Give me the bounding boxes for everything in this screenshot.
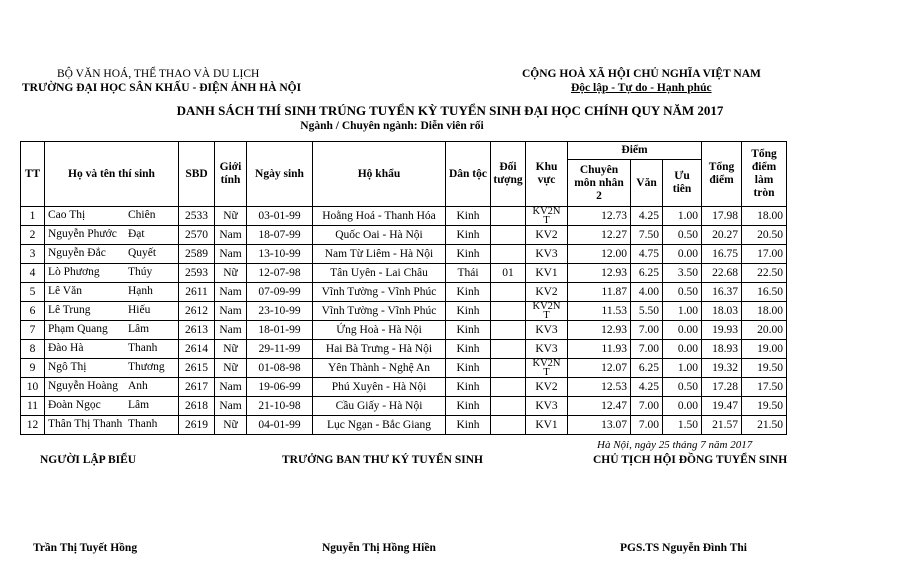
secretary-role: TRƯỞNG BAN THƯ KÝ TUYỂN SINH: [282, 454, 483, 466]
student-name-cell: [45, 245, 179, 264]
registration-number-cell: 2618: [179, 397, 215, 416]
priority-object-cell: 01: [491, 264, 526, 283]
region-cell: KV2: [526, 378, 568, 397]
total-score-cell: 17.28: [702, 378, 742, 397]
student-name-cell: [45, 378, 179, 397]
table-row: [21, 378, 787, 397]
registration-number-cell: 2611: [179, 283, 215, 302]
header-name: Họ và tên thí sinh: [45, 142, 179, 207]
priority-object-cell: [491, 283, 526, 302]
row-number-cell: 5: [21, 283, 45, 302]
major-score-cell: 11.93: [568, 340, 631, 359]
region-cell: KV1: [526, 416, 568, 435]
gender-cell: Nữ: [215, 359, 247, 378]
residence-cell: Yên Thành - Nghệ An: [313, 359, 446, 378]
table-row: [21, 359, 787, 378]
row-number-cell: 6: [21, 302, 45, 321]
table-row: [21, 207, 787, 226]
total-score-cell: 19.32: [702, 359, 742, 378]
student-family-name: Đào Hà: [48, 342, 84, 354]
student-family-name: Lê Trung: [48, 304, 91, 316]
priority-score-cell: 0.00: [663, 340, 702, 359]
registration-number-cell: 2613: [179, 321, 215, 340]
ethnicity-cell: Kinh: [446, 416, 491, 435]
row-number-cell: 2: [21, 226, 45, 245]
region-cell: KV3: [526, 340, 568, 359]
major-score-cell: 12.07: [568, 359, 631, 378]
literature-score-cell: 4.75: [631, 245, 663, 264]
priority-score-cell: 0.50: [663, 378, 702, 397]
total-score-cell: 22.68: [702, 264, 742, 283]
header-region: Khu vực: [526, 142, 568, 207]
student-family-name: Phạm Quang: [48, 323, 108, 335]
student-given-name: Đạt: [128, 228, 145, 240]
literature-score-cell: 7.00: [631, 397, 663, 416]
student-family-name: Đoàn Ngọc: [48, 399, 101, 411]
table-row: [21, 321, 787, 340]
gender-cell: Nam: [215, 397, 247, 416]
student-given-name: Hạnh: [128, 285, 153, 297]
row-number-cell: 9: [21, 359, 45, 378]
date-of-birth-cell: 07-09-99: [247, 283, 313, 302]
major-score-cell: 12.00: [568, 245, 631, 264]
student-family-name: Nguyễn Hoàng: [48, 380, 118, 392]
priority-score-cell: 3.50: [663, 264, 702, 283]
student-given-name: Hiếu: [128, 304, 151, 316]
student-given-name: Lâm: [128, 399, 150, 411]
table-row: [21, 264, 787, 283]
residence-cell: Cầu Giấy - Hà Nội: [313, 397, 446, 416]
region-cell: KV2: [526, 283, 568, 302]
priority-object-cell: [491, 340, 526, 359]
date-of-birth-cell: 21-10-98: [247, 397, 313, 416]
student-given-name: Chiên: [128, 209, 156, 221]
major-score-cell: 12.73: [568, 207, 631, 226]
literature-score-cell: 7.00: [631, 340, 663, 359]
rounded-total-cell: 18.00: [742, 207, 787, 226]
ethnicity-cell: Kinh: [446, 302, 491, 321]
date-of-birth-cell: 01-08-98: [247, 359, 313, 378]
priority-score-cell: 0.00: [663, 397, 702, 416]
total-score-cell: 21.57: [702, 416, 742, 435]
table-row: [21, 416, 787, 435]
literature-score-cell: 7.00: [631, 416, 663, 435]
gender-cell: Nam: [215, 283, 247, 302]
table-row: [21, 340, 787, 359]
literature-score-cell: 7.50: [631, 226, 663, 245]
priority-score-cell: 1.00: [663, 359, 702, 378]
gender-cell: Nam: [215, 302, 247, 321]
student-name-cell: [45, 264, 179, 283]
gender-cell: Nam: [215, 378, 247, 397]
rounded-total-cell: 19.50: [742, 359, 787, 378]
major-score-cell: 12.47: [568, 397, 631, 416]
date-of-birth-cell: 03-01-99: [247, 207, 313, 226]
gender-cell: Nữ: [215, 264, 247, 283]
registration-number-cell: 2533: [179, 207, 215, 226]
rounded-total-cell: 19.50: [742, 397, 787, 416]
chairman-name: PGS.TS Nguyễn Đình Thi: [620, 542, 747, 554]
date-of-birth-cell: 12-07-98: [247, 264, 313, 283]
gender-cell: Nữ: [215, 207, 247, 226]
ethnicity-cell: Kinh: [446, 359, 491, 378]
table-row: [21, 283, 787, 302]
residence-cell: Vĩnh Tường - Vĩnh Phúc: [313, 283, 446, 302]
major-score-cell: 12.53: [568, 378, 631, 397]
student-given-name: Thương: [128, 361, 165, 373]
literature-score-cell: 4.25: [631, 207, 663, 226]
ethnicity-cell: Kinh: [446, 245, 491, 264]
rounded-total-cell: 22.50: [742, 264, 787, 283]
date-of-birth-cell: 23-10-99: [247, 302, 313, 321]
student-family-name: Cao Thị: [48, 209, 86, 221]
row-number-cell: 8: [21, 340, 45, 359]
rounded-total-cell: 20.50: [742, 226, 787, 245]
gender-cell: Nam: [215, 226, 247, 245]
total-score-cell: 20.27: [702, 226, 742, 245]
priority-score-cell: 0.00: [663, 321, 702, 340]
date-of-birth-cell: 04-01-99: [247, 416, 313, 435]
student-family-name: Lê Văn: [48, 285, 82, 297]
registration-number-cell: 2615: [179, 359, 215, 378]
header-object: Đối tượng: [491, 142, 526, 207]
rounded-total-cell: 19.00: [742, 340, 787, 359]
residence-cell: Tân Uyên - Lai Châu: [313, 264, 446, 283]
residence-cell: Phú Xuyên - Hà Nội: [313, 378, 446, 397]
registration-number-cell: 2617: [179, 378, 215, 397]
student-name-cell: [45, 416, 179, 435]
table-row: [21, 245, 787, 264]
row-number-cell: 12: [21, 416, 45, 435]
student-given-name: Thanh: [128, 342, 158, 354]
registration-number-cell: 2570: [179, 226, 215, 245]
ethnicity-cell: Thái: [446, 264, 491, 283]
priority-object-cell: [491, 245, 526, 264]
student-name-cell: [45, 359, 179, 378]
row-number-cell: 10: [21, 378, 45, 397]
header-residence: Hộ khẩu: [313, 142, 446, 207]
header-major-score: Chuyên môn nhân 2: [568, 160, 631, 207]
residence-cell: Ứng Hoà - Hà Nội: [313, 321, 446, 340]
header-gender: Giới tính: [215, 142, 247, 207]
rounded-total-cell: 21.50: [742, 416, 787, 435]
registration-number-cell: 2614: [179, 340, 215, 359]
header-priority: Ưu tiên: [663, 160, 702, 207]
region-cell: KV2N T: [526, 207, 568, 226]
priority-object-cell: [491, 397, 526, 416]
ethnicity-cell: Kinh: [446, 397, 491, 416]
region-cell: KV2: [526, 226, 568, 245]
residence-cell: Lục Ngạn - Bắc Giang: [313, 416, 446, 435]
student-name-cell: [45, 302, 179, 321]
priority-score-cell: 1.00: [663, 302, 702, 321]
priority-object-cell: [491, 207, 526, 226]
date-of-birth-cell: 13-10-99: [247, 245, 313, 264]
table-row: [21, 302, 787, 321]
row-number-cell: 3: [21, 245, 45, 264]
residence-cell: Hai Bà Trưng - Hà Nội: [313, 340, 446, 359]
literature-score-cell: 4.25: [631, 378, 663, 397]
priority-object-cell: [491, 378, 526, 397]
student-name-cell: [45, 340, 179, 359]
document-subtitle: Ngành / Chuyên ngành: Diễn viên rối: [300, 120, 484, 132]
table-row: [21, 226, 787, 245]
chairman-role: CHỦ TỊCH HỘI ĐỒNG TUYỂN SINH: [593, 454, 788, 466]
student-name-cell: [45, 283, 179, 302]
student-given-name: Lâm: [128, 323, 150, 335]
header-sbd: SBD: [179, 142, 215, 207]
major-score-cell: 12.93: [568, 264, 631, 283]
document-title: DANH SÁCH THÍ SINH TRÚNG TUYỂN KỲ TUYỂN SINH ĐẠI HỌC CHÍNH QUY NĂM 2017: [176, 103, 724, 118]
residence-cell: Nam Từ Liêm - Hà Nội: [313, 245, 446, 264]
national-motto: Độc lập - Tự do - Hạnh phúc: [571, 82, 712, 94]
row-number-cell: 7: [21, 321, 45, 340]
total-score-cell: 16.75: [702, 245, 742, 264]
header-literature: Văn: [631, 160, 663, 207]
total-score-cell: 16.37: [702, 283, 742, 302]
major-score-cell: 11.53: [568, 302, 631, 321]
header-dob: Ngày sinh: [247, 142, 313, 207]
gender-cell: Nữ: [215, 340, 247, 359]
major-score-cell: 13.07: [568, 416, 631, 435]
priority-score-cell: 0.00: [663, 245, 702, 264]
region-cell: KV3: [526, 245, 568, 264]
ethnicity-cell: Kinh: [446, 207, 491, 226]
date-of-birth-cell: 29-11-99: [247, 340, 313, 359]
priority-object-cell: [491, 359, 526, 378]
student-given-name: Quyết: [128, 247, 157, 259]
residence-cell: Hoằng Hoá - Thanh Hóa: [313, 207, 446, 226]
literature-score-cell: 6.25: [631, 264, 663, 283]
admissions-table: [20, 141, 787, 435]
date-line: Hà Nội, ngày 25 tháng 7 năm 2017: [597, 439, 753, 451]
gender-cell: Nữ: [215, 416, 247, 435]
major-score-cell: 12.93: [568, 321, 631, 340]
rounded-total-cell: 16.50: [742, 283, 787, 302]
student-name-cell: [45, 226, 179, 245]
region-cell: KV3: [526, 321, 568, 340]
ministry-name: BỘ VĂN HOÁ, THỂ THAO VÀ DU LỊCH: [57, 68, 260, 80]
literature-score-cell: 6.25: [631, 359, 663, 378]
republic-name: CỘNG HOÀ XÃ HỘI CHỦ NGHĨA VIỆT NAM: [522, 68, 761, 80]
student-given-name: Thanh: [128, 418, 158, 430]
student-family-name: Nguyễn Đắc: [48, 247, 106, 259]
date-of-birth-cell: 18-01-99: [247, 321, 313, 340]
major-score-cell: 12.27: [568, 226, 631, 245]
compiler-role: NGƯỜI LẬP BIỂU: [40, 454, 137, 466]
date-of-birth-cell: 19-06-99: [247, 378, 313, 397]
priority-object-cell: [491, 321, 526, 340]
rounded-total-cell: 17.00: [742, 245, 787, 264]
header-total: Tổng điểm: [702, 142, 742, 207]
total-score-cell: 19.47: [702, 397, 742, 416]
literature-score-cell: 7.00: [631, 321, 663, 340]
ethnicity-cell: Kinh: [446, 340, 491, 359]
residence-cell: Quốc Oai - Hà Nội: [313, 226, 446, 245]
ethnicity-cell: Kinh: [446, 321, 491, 340]
student-family-name: Thân Thị Thanh: [48, 418, 123, 430]
registration-number-cell: 2593: [179, 264, 215, 283]
header-ethnicity: Dân tộc: [446, 142, 491, 207]
date-of-birth-cell: 18-07-99: [247, 226, 313, 245]
region-cell: KV2N T: [526, 302, 568, 321]
region-cell: KV3: [526, 397, 568, 416]
priority-object-cell: [491, 416, 526, 435]
student-name-cell: [45, 321, 179, 340]
row-number-cell: 11: [21, 397, 45, 416]
total-score-cell: 17.98: [702, 207, 742, 226]
ethnicity-cell: Kinh: [446, 283, 491, 302]
major-score-cell: 11.87: [568, 283, 631, 302]
row-number-cell: 1: [21, 207, 45, 226]
priority-score-cell: 0.50: [663, 226, 702, 245]
compiler-name: Trần Thị Tuyết Hồng: [33, 542, 138, 554]
student-name-cell: [45, 397, 179, 416]
total-score-cell: 18.93: [702, 340, 742, 359]
rounded-total-cell: 20.00: [742, 321, 787, 340]
priority-object-cell: [491, 226, 526, 245]
total-score-cell: 18.03: [702, 302, 742, 321]
student-family-name: Lò Phương: [48, 266, 100, 278]
header-score-group: Điểm: [568, 142, 702, 160]
registration-number-cell: 2589: [179, 245, 215, 264]
student-given-name: Anh: [128, 380, 148, 392]
student-family-name: Ngô Thị: [48, 361, 87, 373]
priority-score-cell: 0.50: [663, 283, 702, 302]
student-name-cell: [45, 207, 179, 226]
literature-score-cell: 4.00: [631, 283, 663, 302]
region-cell: KV2N T: [526, 359, 568, 378]
header-rounded-total: Tổng điểm làm tròn: [742, 142, 787, 207]
ethnicity-cell: Kinh: [446, 378, 491, 397]
total-score-cell: 19.93: [702, 321, 742, 340]
region-cell: KV1: [526, 264, 568, 283]
school-name: TRƯỜNG ĐẠI HỌC SÂN KHẤU - ĐIỆN ẢNH HÀ NỘI: [22, 82, 302, 94]
literature-score-cell: 5.50: [631, 302, 663, 321]
rounded-total-cell: 18.00: [742, 302, 787, 321]
rounded-total-cell: 17.50: [742, 378, 787, 397]
priority-score-cell: 1.50: [663, 416, 702, 435]
gender-cell: Nam: [215, 245, 247, 264]
row-number-cell: 4: [21, 264, 45, 283]
priority-score-cell: 1.00: [663, 207, 702, 226]
registration-number-cell: 2612: [179, 302, 215, 321]
priority-object-cell: [491, 302, 526, 321]
secretary-name: Nguyễn Thị Hồng Hiền: [322, 542, 436, 554]
registration-number-cell: 2619: [179, 416, 215, 435]
student-family-name: Nguyễn Phước: [48, 228, 117, 240]
header-tt: TT: [21, 142, 45, 207]
gender-cell: Nam: [215, 321, 247, 340]
residence-cell: Vĩnh Tường - Vĩnh Phúc: [313, 302, 446, 321]
student-given-name: Thúy: [128, 266, 153, 278]
ethnicity-cell: Kinh: [446, 226, 491, 245]
table-row: [21, 397, 787, 416]
